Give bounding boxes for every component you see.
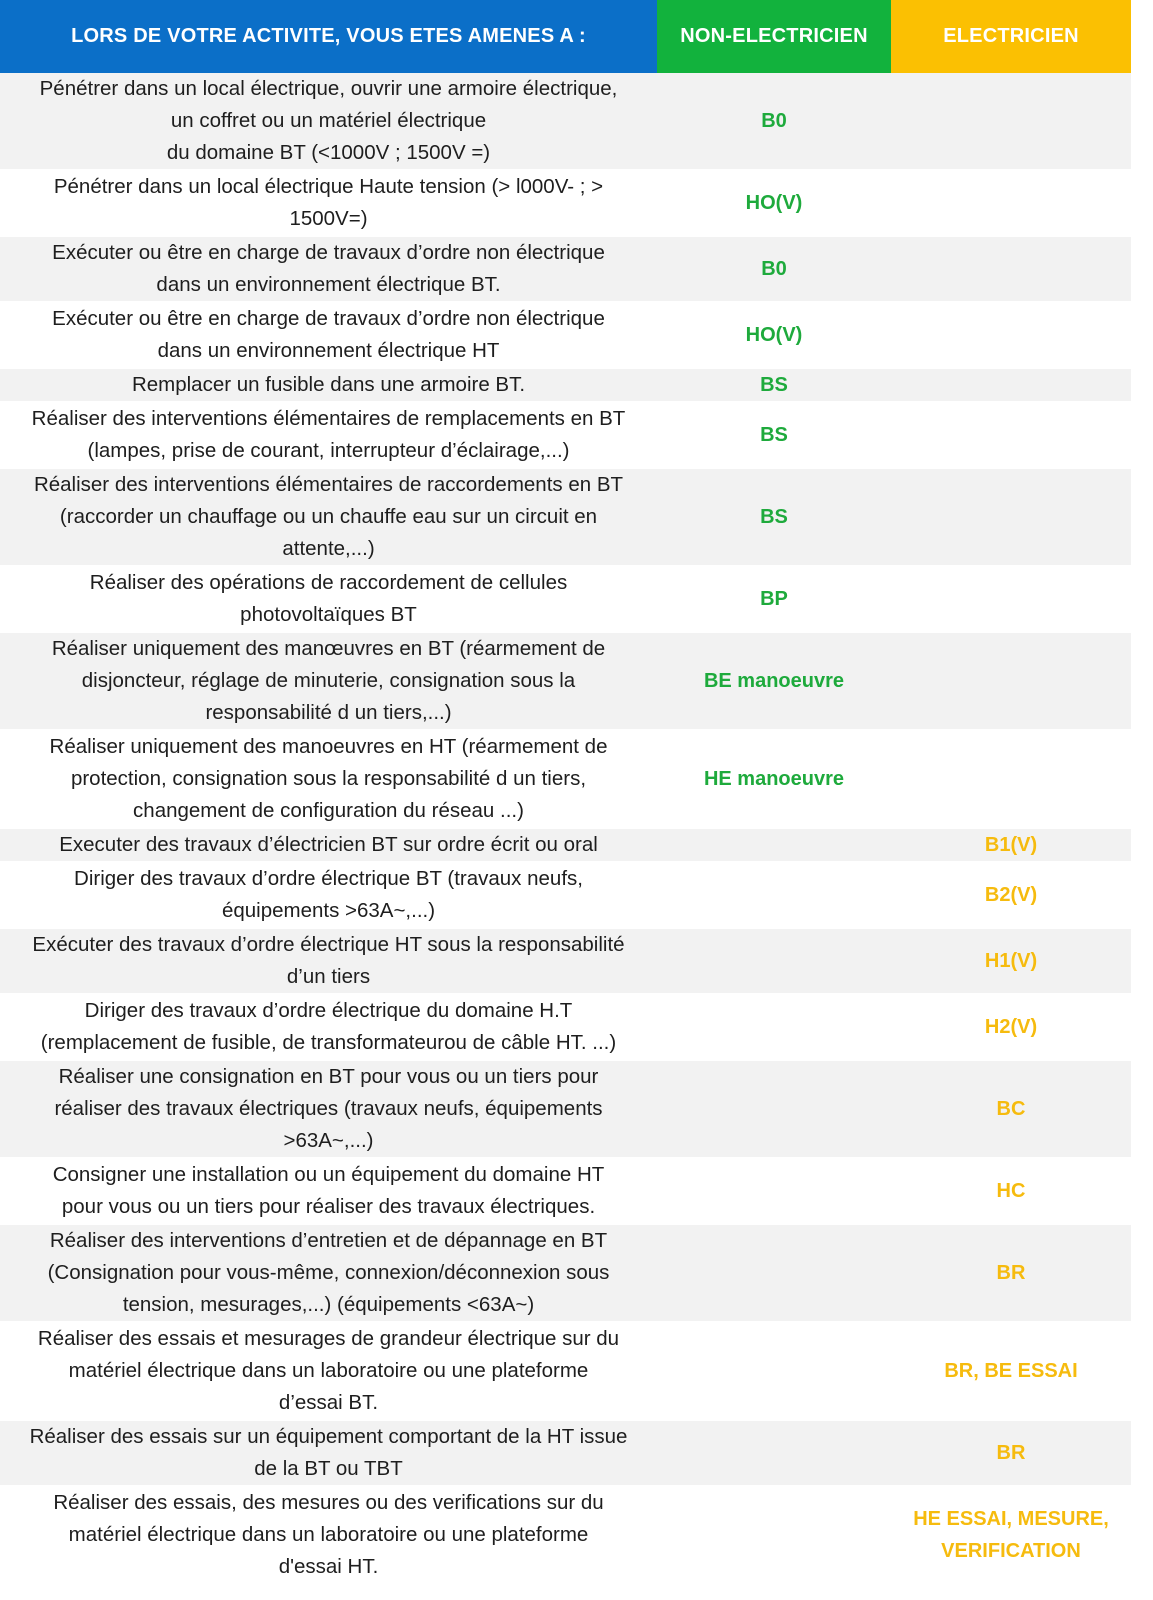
electricien-cell: BR, BE ESSAI (891, 1322, 1131, 1420)
non-electricien-cell: BS (657, 402, 891, 468)
non-electricien-cell (657, 1158, 891, 1224)
electricien-cell (891, 236, 1131, 302)
table-row (0, 170, 1131, 236)
activity-cell: Réaliser des essais et mesurages de grandeur électrique sur du matériel électrique dans un laboratoire ou une plateforme d’essai BT. (0, 1322, 657, 1420)
electricien-cell (891, 302, 1131, 368)
non-electricien-cell (657, 828, 891, 862)
table-row (0, 73, 1131, 170)
table-header-row (0, 0, 1131, 73)
activity-cell: Pénétrer dans un local électrique Haute tension (> l000V- ; > 1500V=) (0, 170, 657, 236)
table-row (0, 1420, 1131, 1486)
non-electricien-cell: BE manoeuvre (657, 632, 891, 730)
table-row (0, 1224, 1131, 1322)
electricien-cell: HE ESSAI, MESURE, VERIFICATION (891, 1486, 1131, 1582)
table-body (0, 73, 1131, 1582)
activity-cell: Réaliser des essais sur un équipement comportant de la HT issue de la BT ou TBT (0, 1420, 657, 1486)
table-row (0, 632, 1131, 730)
electricien-cell: H2(V) (891, 994, 1131, 1060)
electricien-cell (891, 730, 1131, 828)
activity-cell: Réaliser des interventions d’entretien et de dépannage en BT (Consignation pour vous-même, connexion/déconnexion sous tension, mesurages,...) (équipements <63A~) (0, 1224, 657, 1322)
table-row (0, 1060, 1131, 1158)
table-row (0, 862, 1131, 928)
activity-cell: Exécuter ou être en charge de travaux d’ordre non électrique dans un environnement électrique BT. (0, 236, 657, 302)
activity-cell: Réaliser des interventions élémentaires de remplacements en BT (lampes, prise de courant, interrupteur d’éclairage,...) (0, 402, 657, 468)
non-electricien-cell: B0 (657, 236, 891, 302)
table-row (0, 1322, 1131, 1420)
activity-cell: Réaliser des opérations de raccordement de cellules photovoltaïques BT (0, 566, 657, 632)
table-row (0, 566, 1131, 632)
electricien-cell: BC (891, 1060, 1131, 1158)
non-electricien-cell (657, 1060, 891, 1158)
activity-cell: Réaliser des interventions élémentaires de raccordements en BT (raccorder un chauffage ou un chauffe eau sur un circuit en attente,...) (0, 468, 657, 566)
non-electricien-cell (657, 1486, 891, 1582)
table-row (0, 302, 1131, 368)
table-row (0, 402, 1131, 468)
electricien-cell (891, 368, 1131, 402)
activity-cell: Remplacer un fusible dans une armoire BT. (0, 368, 657, 402)
non-electricien-cell: BS (657, 368, 891, 402)
activity-cell: Diriger des travaux d’ordre électrique du domaine H.T (remplacement de fusible, de transformateurou de câble HT. ...) (0, 994, 657, 1060)
activity-cell: Réaliser une consignation en BT pour vous ou un tiers pour réaliser des travaux électriques (travaux neufs, équipements >63A~,...) (0, 1060, 657, 1158)
activity-cell: Réaliser des essais, des mesures ou des verifications sur du matériel électrique dans un laboratoire ou une plateforme d'essai HT. (0, 1486, 657, 1582)
table-row (0, 1486, 1131, 1582)
electricien-cell (891, 468, 1131, 566)
table-row (0, 994, 1131, 1060)
non-electricien-cell: HO(V) (657, 170, 891, 236)
table-row (0, 1158, 1131, 1224)
electricien-cell: BR (891, 1420, 1131, 1486)
non-electricien-cell: BS (657, 468, 891, 566)
non-electricien-cell (657, 1224, 891, 1322)
non-electricien-cell (657, 862, 891, 928)
non-electricien-cell (657, 1322, 891, 1420)
table-row (0, 368, 1131, 402)
electricien-cell (891, 632, 1131, 730)
activity-cell: Consigner une installation ou un équipement du domaine HT pour vous ou un tiers pour réaliser des travaux électriques. (0, 1158, 657, 1224)
non-electricien-cell: BP (657, 566, 891, 632)
electricien-cell (891, 73, 1131, 170)
activity-cell: Exécuter des travaux d’ordre électrique HT sous la responsabilité d’un tiers (0, 928, 657, 994)
electricien-cell (891, 566, 1131, 632)
non-electricien-cell (657, 1420, 891, 1486)
table-row (0, 236, 1131, 302)
activity-cell: Pénétrer dans un local électrique, ouvrir une armoire électrique, un coffret ou un matériel électrique du domaine BT (<1000V ; 1500V =) (0, 73, 657, 170)
electricien-cell: B2(V) (891, 862, 1131, 928)
non-electricien-cell: HO(V) (657, 302, 891, 368)
header-electricien: ELECTRICIEN (891, 0, 1131, 73)
electricien-cell: HC (891, 1158, 1131, 1224)
table-row (0, 928, 1131, 994)
header-activity: LORS DE VOTRE ACTIVITE, VOUS ETES AMENES A : (0, 0, 657, 73)
electricien-cell (891, 170, 1131, 236)
table-row (0, 828, 1131, 862)
electricien-cell (891, 402, 1131, 468)
table-row (0, 468, 1131, 566)
activity-cell: Diriger des travaux d’ordre électrique BT (travaux neufs, équipements >63A~,...) (0, 862, 657, 928)
electricien-cell: H1(V) (891, 928, 1131, 994)
non-electricien-cell (657, 928, 891, 994)
activity-cell: Executer des travaux d’électricien BT sur ordre écrit ou oral (0, 828, 657, 862)
non-electricien-cell: HE manoeuvre (657, 730, 891, 828)
activity-cell: Réaliser uniquement des manœuvres en BT (réarmement de disjoncteur, réglage de minuterie, consignation sous la responsabilité d un tiers,...) (0, 632, 657, 730)
activity-cell: Réaliser uniquement des manoeuvres en HT (réarmement de protection, consignation sous la responsabilité d un tiers, changement de configuration du réseau ...) (0, 730, 657, 828)
electricien-cell: B1(V) (891, 828, 1131, 862)
activity-cell: Exécuter ou être en charge de travaux d’ordre non électrique dans un environnement électrique HT (0, 302, 657, 368)
header-non-electricien: NON-ELECTRICIEN (657, 0, 891, 73)
table-row (0, 730, 1131, 828)
non-electricien-cell: B0 (657, 73, 891, 170)
non-electricien-cell (657, 994, 891, 1060)
electricien-cell: BR (891, 1224, 1131, 1322)
